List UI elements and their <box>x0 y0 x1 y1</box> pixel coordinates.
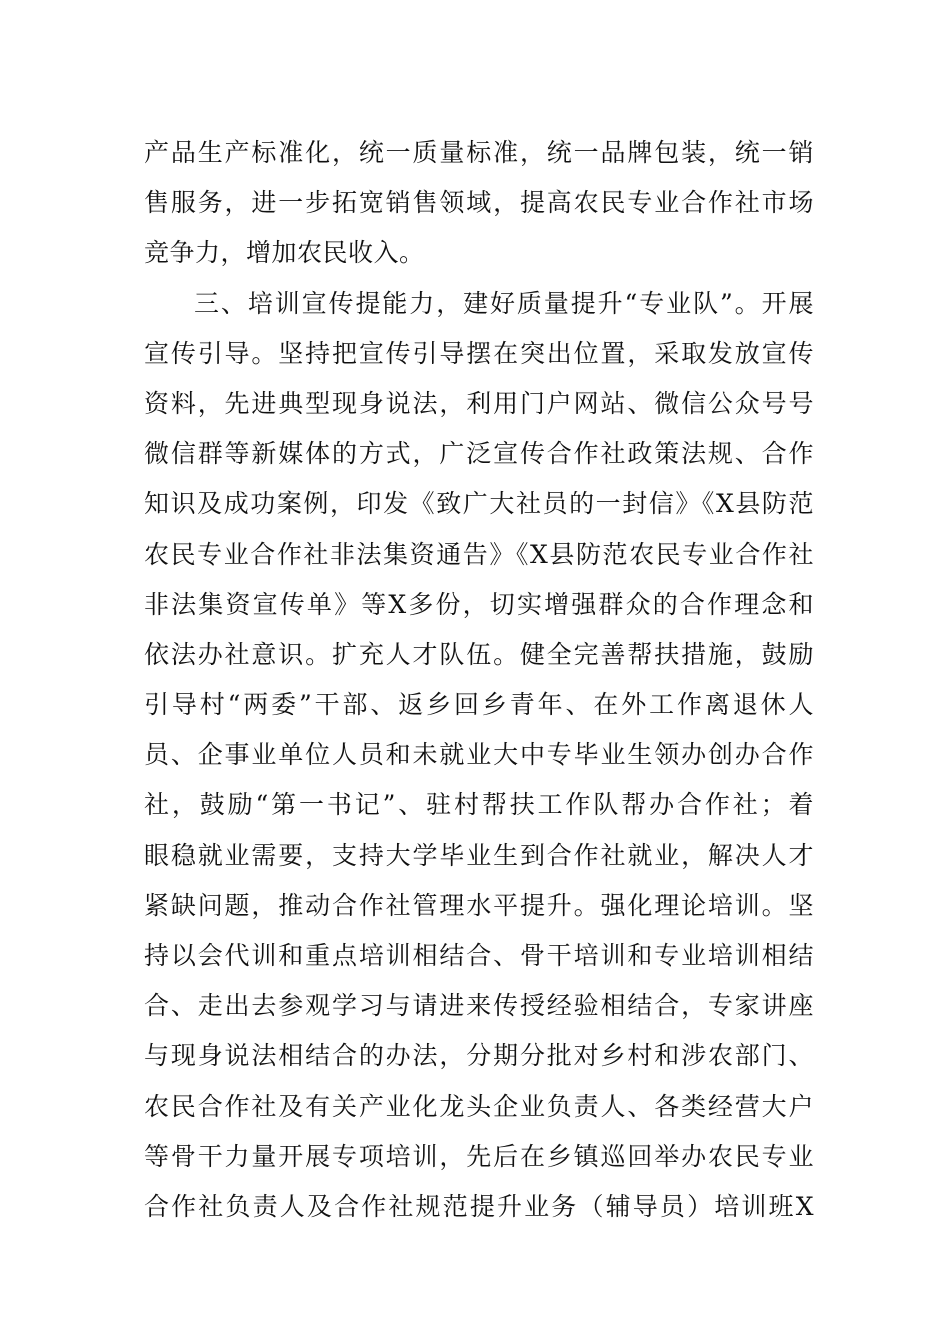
section-heading-line: 三、培训宣传提能力，建好质量提升“专业队”。开展 <box>194 288 814 318</box>
text-line: 合、走出去参观学习与请进来传授经验相结合，专家讲座 <box>144 991 814 1021</box>
text-line: 眼稳就业需要，支持大学毕业生到合作社就业，解决人才 <box>144 840 814 870</box>
text-line: 引导村“两委”干部、返乡回乡青年、在外工作离退休人 <box>144 690 814 720</box>
text-line: 与现身说法相结合的办法，分期分批对乡村和涉农部门、 <box>144 1041 814 1071</box>
text-line: 依法办社意识。扩充人才队伍。健全完善帮扶措施，鼓励 <box>144 639 814 669</box>
text-line: 农民专业合作社非法集资通告》《X县防范农民专业合作社 <box>144 539 814 569</box>
text-line: 社，鼓励“第一书记”、驻村帮扶工作队帮办合作社；着 <box>144 790 814 820</box>
text-line: 售服务，进一步拓宽销售领域，提高农民专业合作社市场 <box>144 188 814 218</box>
text-line: 持以会代训和重点培训相结合、骨干培训和专业培训相结 <box>144 941 814 970</box>
text-line: 合作社负责人及合作社规范提升业务（辅导员）培训班X <box>144 1191 814 1221</box>
text-line: 竞争力，增加农民收入。 <box>144 238 425 268</box>
body-text <box>144 128 814 1232</box>
text-line: 紧缺问题，推动合作社管理水平提升。强化理论培训。坚 <box>144 890 814 920</box>
text-line: 员、企事业单位人员和未就业大中专毕业生领办创办合作 <box>144 740 814 770</box>
text-line: 农民合作社及有关产业化龙头企业负责人、各类经营大户 <box>144 1091 814 1121</box>
text-line: 非法集资宣传单》等X多份，切实增强群众的合作理念和 <box>144 589 814 619</box>
text-line: 微信群等新媒体的方式，广泛宣传合作社政策法规、合作 <box>144 439 814 469</box>
text-line: 等骨干力量开展专项培训，先后在乡镇巡回举办农民专业 <box>144 1141 814 1171</box>
text-line: 产品生产标准化，统一质量标准，统一品牌包装，统一销 <box>144 138 814 167</box>
text-line: 资料，先进典型现身说法，利用门户网站、微信公众号号 <box>144 388 814 418</box>
text-line: 宣传引导。坚持把宣传引导摆在突出位置，采取发放宣传 <box>144 338 814 368</box>
text-line: 知识及成功案例，印发《致广大社员的一封信》《X县防范 <box>144 489 814 519</box>
